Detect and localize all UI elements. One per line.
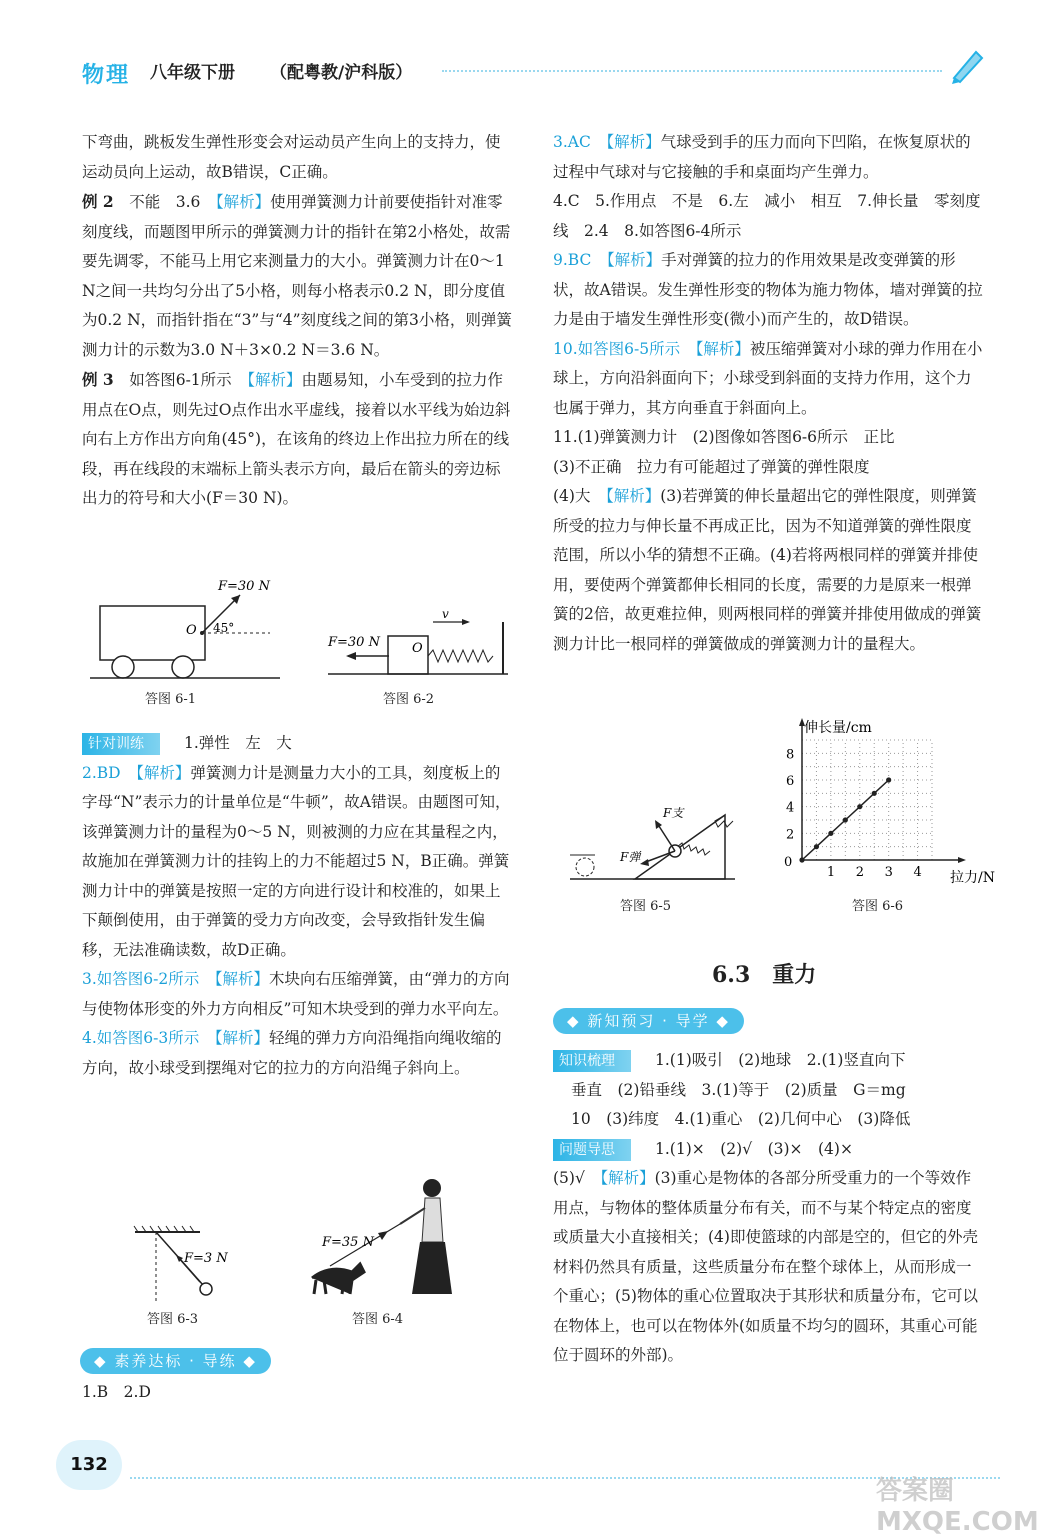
xinzhi-label: 新知预习 · 导学 <box>587 1012 710 1030</box>
k2: 垂直 (2)铅垂线 3.(1)等于 (2)质量 G＝mg <box>571 1080 906 1099</box>
x-tick-label: 1 <box>826 865 836 880</box>
subject-title: 物理 <box>82 63 131 88</box>
training-1: 1.弹性 左 大 <box>184 734 292 752</box>
jiexi-tag: 【解析】 <box>606 251 662 269</box>
section-title: 6.3 重力 <box>712 962 817 988</box>
r10-text: 被压缩弹簧对小球的弹力作用在小球上，方向沿斜面向下；小球受到斜面的支持力作用，这个力也属于弹力，其方向垂直于斜面向上。 <box>553 339 983 417</box>
jiexi-tag: 【解析】 <box>215 193 271 211</box>
r3-text: 气球受到手的压力而向下凹陷，在恢复原状的过程中气球对与它接触的手和桌面均产生弹力。 <box>553 133 971 181</box>
right-3 <box>553 128 985 187</box>
y-tick-label: 4 <box>786 800 795 816</box>
origin-label: 0 <box>784 855 793 870</box>
k3: 10 (3)纬度 4.(1)重心 (2)几何中心 (3)降低 <box>571 1110 911 1128</box>
t2-text: 弹簧测力计是测量力大小的工具，刻度板上的字母“N”表示力的计量单位是“牛顿”，故A错误。由题图可知，该弹簧测力计的量程为0～5 N，则被测的力应在其量程之内，故施加在弹簧测力计的挂钩上的力不能超过5 N，B正确。弹簧测力计中的弹簧是按照一定的方向进行设计和校准的，如果上下颠倒使用，由于弹簧的受力方向改变，会导致指针发生偏移，无法准确读数，故D正确。 <box>82 763 511 959</box>
zhishi-label: 知识梳理 <box>553 1050 631 1072</box>
right-9 <box>553 246 985 335</box>
suyang-banner: ◆ 素养达标 · 导练 ◆ <box>80 1348 271 1374</box>
r9-num: 9.BC <box>553 251 592 269</box>
caption-6-5: 答图 6-5 <box>620 899 672 914</box>
r11-c: (4)大 <box>553 487 591 505</box>
edition-label: （配粤教/沪科版） <box>270 63 413 83</box>
figure-6-5 <box>565 795 740 885</box>
training-3 <box>82 965 512 1024</box>
page-number: 132 <box>56 1440 122 1490</box>
header-dotted-line <box>442 70 942 72</box>
k1: 1.(1)吸引 (2)地球 2.(1)竖直向下 <box>655 1051 906 1069</box>
x-axis-arrow <box>958 857 966 863</box>
jiexi-tag: 【解析】 <box>605 487 661 505</box>
ex3-answer: 如答图6-1所示 <box>129 371 232 389</box>
right-column <box>553 128 985 659</box>
jiexi-tag: 【解析】 <box>247 371 302 389</box>
r3-num: 3.AC <box>553 133 591 151</box>
t3-text: 木块向右压缩弹簧，由“弹力的方向与使物体形变的外力方向相反”可知木块受到的弹力水平向左。 <box>82 970 510 1018</box>
training-4 <box>82 1024 512 1083</box>
left-column <box>82 128 512 514</box>
x-axis-label: 拉力/N <box>950 870 995 886</box>
fig64-force: F=35 N <box>322 1235 374 1250</box>
y-tick-label: 8 <box>786 747 795 763</box>
t4-num: 4.如答图6-3所示 <box>82 1029 200 1047</box>
ex2-answer: 不能 3.6 <box>129 193 201 211</box>
fig61-o: O <box>186 623 197 638</box>
suyang-label: 素养达标 · 导练 <box>114 1352 237 1370</box>
data-point <box>814 844 819 849</box>
r9-text: 手对弹簧的拉力的作用效果是改变弹簧的形状，故A错误。发生弹性形变的物体为施力物体，墙对弹簧的拉力是由于墙发生弹性形变(微小)而产生的，故D错误。 <box>553 251 983 328</box>
wenti-label: 问题导思 <box>553 1139 631 1161</box>
pen-icon <box>946 44 986 84</box>
data-point <box>886 777 891 782</box>
data-point <box>843 817 848 822</box>
jiexi-tag: 【解析】 <box>606 133 661 151</box>
training-label: 针对训练 <box>82 733 160 755</box>
watermark: 答案圈 MXQE.COM <box>876 1476 1039 1537</box>
example-2 <box>82 187 512 365</box>
fig63-force: F=3 N <box>184 1251 228 1266</box>
jiexi-tag: 【解析】 <box>695 339 750 358</box>
ex2-label: 例 2 <box>82 192 114 211</box>
chart-6-6 <box>780 718 995 888</box>
footer-dotted-line <box>130 1477 1000 1479</box>
t4-text: 轻绳的弹力方向沿绳指向绳收缩的方向，故小球受到摆绳对它的拉力的方向沿绳子斜向上。 <box>82 1029 502 1077</box>
r10-num: 10.如答图6-5所示 <box>553 339 681 358</box>
x-tick-label: 2 <box>855 865 865 880</box>
fig61-angle: 45° <box>213 621 235 635</box>
caption-6-3: 答图 6-3 <box>147 1312 199 1327</box>
page-header <box>0 0 1049 100</box>
training-section <box>82 729 512 1083</box>
x-tick-label: 4 <box>913 865 922 880</box>
caption-6-4: 答图 6-4 <box>352 1312 404 1327</box>
figure-6-1 <box>90 570 290 680</box>
right-10 <box>553 335 985 424</box>
grade-label: 八年级下册 <box>150 63 235 83</box>
t2-num: 2.BD <box>82 763 121 782</box>
fig65-spring: F弹 <box>620 850 641 864</box>
jiexi-tag: 【解析】 <box>600 1169 655 1187</box>
figure-6-4 <box>300 1168 470 1306</box>
q2-a: (5)√ <box>553 1169 585 1187</box>
cart-wheel <box>172 656 194 678</box>
figure-6-2 <box>328 608 518 680</box>
person-head <box>423 1179 441 1197</box>
cart-wheel <box>112 656 134 678</box>
right-section-63 <box>553 1046 985 1371</box>
training-2 <box>82 759 512 966</box>
r11-text: (3)若弹簧的伸长量超出它的弹性限度，则弹簧所受的拉力与伸长量不再成正比，因为不知道弹簧的弹性限度范围，所以小华的猜想不正确。(4)若将两根同样的弹簧并排使用，要使两个弹簧都伸长相同的长度，需要的力是原来一根弹簧的2倍，故更难拉伸，则两根同样的弹簧并排使用做成的弹簧测力计比一根同样的弹簧做成的弹簧测力计的量程大。 <box>553 487 982 653</box>
y-tick-label: 6 <box>786 774 795 789</box>
right-11b: (3)不正确 拉力有可能超过了弹簧的弹性限度 <box>553 457 870 476</box>
fig61-force: F=30 N <box>218 579 270 594</box>
q1: 1.(1)× (2)√ (3)× (4)× <box>655 1139 853 1158</box>
figure-6-3 <box>130 1220 240 1310</box>
ex3-label: 例 3 <box>82 370 114 389</box>
right-4-8: 4.C 5.作用点 不是 6.左 减小 相互 7.伸长量 零刻度线 2.4 8.如答图6-4所示 <box>553 192 981 240</box>
jiexi-tag: 【解析】 <box>136 763 191 782</box>
data-point <box>857 804 862 809</box>
q2-text: (3)重心是物体的各部分所受重力的一个等效作用点，与物体的整体质量分布有关，而不与某个特定点的密度或质量大小直接相关；(4)即使篮球的内部是空的，但它的外壳材料仍然具有质量，这些质量分布在整个球体上，从而形成一个重心；(5)物体的重心位置取决于其形状和质量分布，它可以在物体上，也可以在物体外(如质量不均匀的圆环，其重心可能位于圆环的外部)。 <box>553 1169 978 1364</box>
fig62-o: O <box>412 641 423 656</box>
y-tick-label: 2 <box>786 827 795 843</box>
y-axis-label: 伸长量/cm <box>804 720 872 736</box>
fig62-v: v <box>442 607 449 621</box>
data-point <box>828 831 833 836</box>
t3-num: 3.如答图6-2所示 <box>82 970 200 988</box>
data-point <box>799 857 804 862</box>
ex2-text: 使用弹簧测力计前要使指针对准零刻度线，而题图甲所示的弹簧测力计的指针在第2小格处，故需要先调零，不能马上用它来测量力的大小。弹簧测力计在0～1 N之间一共均匀分出了5小格，则每小格表示0.2 N，即分度值为0.2 N，而指针指在“3”与“4”刻度线之间的第3小格，则弹簧测力计的示数为3.0 N＋3×0.2 N＝3.6 N。 <box>82 193 512 359</box>
pendulum-ball <box>200 1283 212 1295</box>
example-3 <box>82 365 512 514</box>
x-tick-label: 3 <box>884 865 893 880</box>
person-skirt <box>412 1242 452 1294</box>
caption-6-6: 答图 6-6 <box>852 899 904 914</box>
data-point <box>872 791 877 796</box>
caption-6-2: 答图 6-2 <box>383 692 435 707</box>
dog <box>312 1264 364 1294</box>
xinzhi-banner: ◆ 新知预习 · 导学 ◆ <box>553 1008 744 1034</box>
fig62-force: F=30 N <box>328 635 380 650</box>
ex3-text: 由题易知，小车受到的拉力作用点在O点，则先过O点作出水平虚线，接着以水平线为始边斜向右上方作出方向角(45°)，在该角的终边上作出拉力所在的线段，再在线段的末端标上箭头表示方向，最后在箭头的旁边标出力的符号和大小(F＝30 N)。 <box>82 371 511 507</box>
left-para-1: 下弯曲，跳板发生弹性形变会对运动员产生向上的支持力，使运动员向上运动，故B错误，C正确。 <box>82 133 501 181</box>
right-11a: 11.(1)弹簧测力计 (2)图像如答图6-6所示 正比 <box>553 428 895 446</box>
q2 <box>553 1164 985 1371</box>
suyang-answers: 1.B 2.D <box>82 1383 151 1401</box>
fig65-support: F支 <box>663 806 684 820</box>
right-11c <box>553 482 985 659</box>
jiexi-tag: 【解析】 <box>214 970 270 988</box>
caption-6-1: 答图 6-1 <box>145 692 197 707</box>
jiexi-tag: 【解析】 <box>214 1029 270 1047</box>
